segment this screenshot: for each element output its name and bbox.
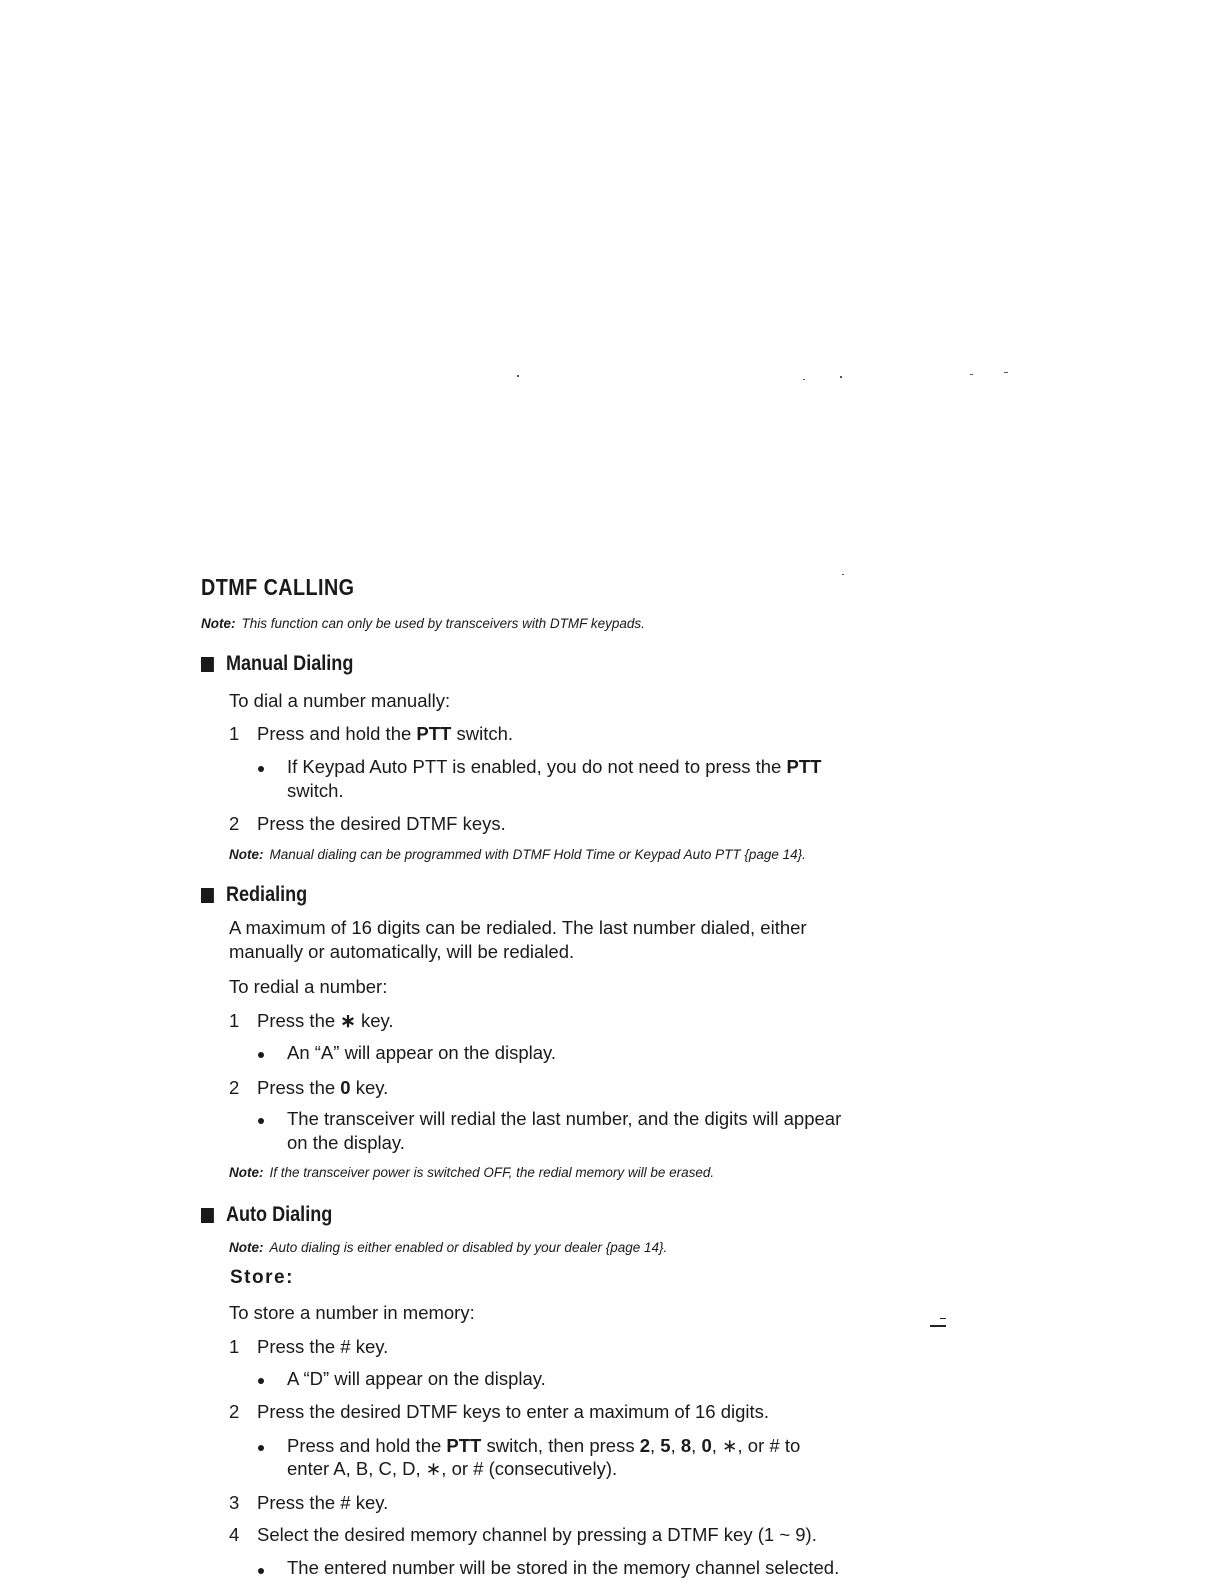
bullet-text: Press and hold the (287, 1435, 447, 1456)
scan-speck (803, 379, 805, 380)
manual-dialing-heading-text: Manual Dialing (225, 652, 354, 675)
separator: , (691, 1435, 702, 1456)
bullet-text: If Keypad Auto PTT is enabled, you do not need to press the (287, 756, 787, 777)
scan-mark (940, 1318, 946, 1319)
auto-step-4: Select the desired memory channel by pressing a DTMF key (1 ~ 9). (257, 1524, 817, 1545)
step-number: 4 (229, 1524, 240, 1545)
auto-step-3: Press the # key. (257, 1492, 389, 1513)
redial-bullet-2-line-2: on the display. (287, 1132, 405, 1153)
square-bullet-icon (201, 888, 214, 903)
bullet-text: switch, then press (481, 1435, 640, 1456)
manual-dialing-heading (201, 652, 353, 676)
manual-bullet-1-cont: switch. (287, 780, 344, 801)
auto-lead: To store a number in memory: (229, 1302, 475, 1323)
bullet-icon (258, 1118, 264, 1124)
note-text: Auto dialing is either enabled or disabled by your dealer {page 14}. (269, 1240, 668, 1255)
redial-paragraph-line-2: manually or automatically, will be redialed. (229, 941, 575, 962)
redial-bullet-1: An “A” will appear on the display. (287, 1042, 557, 1063)
note-text: If the transceiver power is switched OFF, the redial memory will be erased. (269, 1165, 715, 1180)
scan-speck (1004, 372, 1008, 373)
key-0: 0 (701, 1435, 712, 1456)
manual-lead: To dial a number manually: (229, 690, 451, 711)
step-text: switch. (451, 723, 514, 744)
redialing-heading (201, 883, 307, 907)
key-8: 8 (680, 1435, 692, 1456)
redial-lead: To redial a number: (229, 976, 388, 997)
key-5: 5 (660, 1435, 671, 1456)
intro-note (201, 616, 645, 631)
step-number: 2 (229, 1077, 240, 1098)
star-key: ∗ (340, 1010, 356, 1031)
step-number: 1 (229, 1010, 240, 1031)
step-number: 2 (229, 1401, 240, 1422)
auto-bullet-1: A “D” will appear on the display. (287, 1368, 546, 1389)
manual-bullet-1 (287, 755, 821, 779)
square-bullet-icon (201, 657, 214, 672)
note-text: Manual dialing can be programmed with DTMF Hold Time or Keypad Auto PTT {page 14}. (269, 847, 806, 862)
square-bullet-icon (201, 1208, 214, 1223)
manual-step-2: Press the desired DTMF keys. (257, 813, 506, 834)
scan-speck (840, 376, 842, 378)
note-label: Note: (229, 1165, 264, 1180)
bullet-icon (258, 1445, 264, 1451)
manual-note (229, 847, 806, 862)
step-number: 2 (229, 813, 240, 834)
auto-dialing-heading (201, 1203, 332, 1227)
step-text: Press and hold the (257, 723, 417, 744)
note-label: Note: (229, 1240, 264, 1255)
separator: , (670, 1435, 681, 1456)
auto-bullet-2-line-2: enter A, B, C, D, ∗, or # (consecutively). (287, 1458, 618, 1479)
step-number: 3 (229, 1492, 240, 1513)
key-2: 2 (639, 1435, 651, 1456)
step-text: key. (350, 1077, 389, 1098)
store-subheading: Store: (230, 1267, 294, 1288)
bullet-icon (258, 1052, 264, 1058)
auto-step-2: Press the desired DTMF keys to enter a maximum of 16 digits. (257, 1401, 770, 1422)
scan-speck (970, 374, 973, 375)
auto-step-1: Press the # key. (257, 1336, 389, 1357)
step-text: Press the (257, 1010, 341, 1031)
scan-speck (517, 375, 519, 377)
ptt-key: PTT (786, 756, 822, 777)
scan-mark (930, 1325, 946, 1327)
step-number: 1 (229, 723, 240, 744)
zero-key: 0 (340, 1077, 351, 1098)
bullet-icon (258, 1568, 264, 1574)
step-text: key. (355, 1010, 394, 1031)
bullet-icon (258, 1378, 264, 1384)
note-label: Note: (229, 847, 264, 862)
auto-dialing-heading-text: Auto Dialing (225, 1203, 333, 1226)
redial-bullet-2-line-1: The transceiver will redial the last number, and the digits will appear (287, 1108, 842, 1129)
page-title: DTMF CALLING (201, 574, 355, 600)
redial-note (229, 1165, 714, 1180)
auto-bullet-2-line-1 (287, 1434, 800, 1458)
redialing-heading-text: Redialing (225, 883, 308, 906)
separator: , (650, 1435, 661, 1456)
bullet-text: , ∗, or # to (711, 1435, 801, 1456)
auto-bullet-4-cutoff: The entered number will be stored in the memory channel selected. (287, 1557, 840, 1578)
redial-paragraph-line-1: A maximum of 16 digits can be redialed. The last number dialed, either (229, 917, 807, 938)
manual-step-1 (257, 722, 513, 746)
ptt-key: PTT (416, 723, 452, 744)
note-label: Note: (201, 616, 236, 631)
redial-step-1 (257, 1009, 394, 1033)
bullet-icon (258, 766, 264, 772)
ptt-key: PTT (446, 1435, 482, 1456)
redial-step-2 (257, 1076, 388, 1100)
step-text: Press the (257, 1077, 341, 1098)
scan-speck (842, 574, 844, 575)
auto-note (229, 1240, 667, 1255)
note-text: This function can only be used by transceivers with DTMF keypads. (241, 616, 645, 631)
step-number: 1 (229, 1336, 240, 1357)
